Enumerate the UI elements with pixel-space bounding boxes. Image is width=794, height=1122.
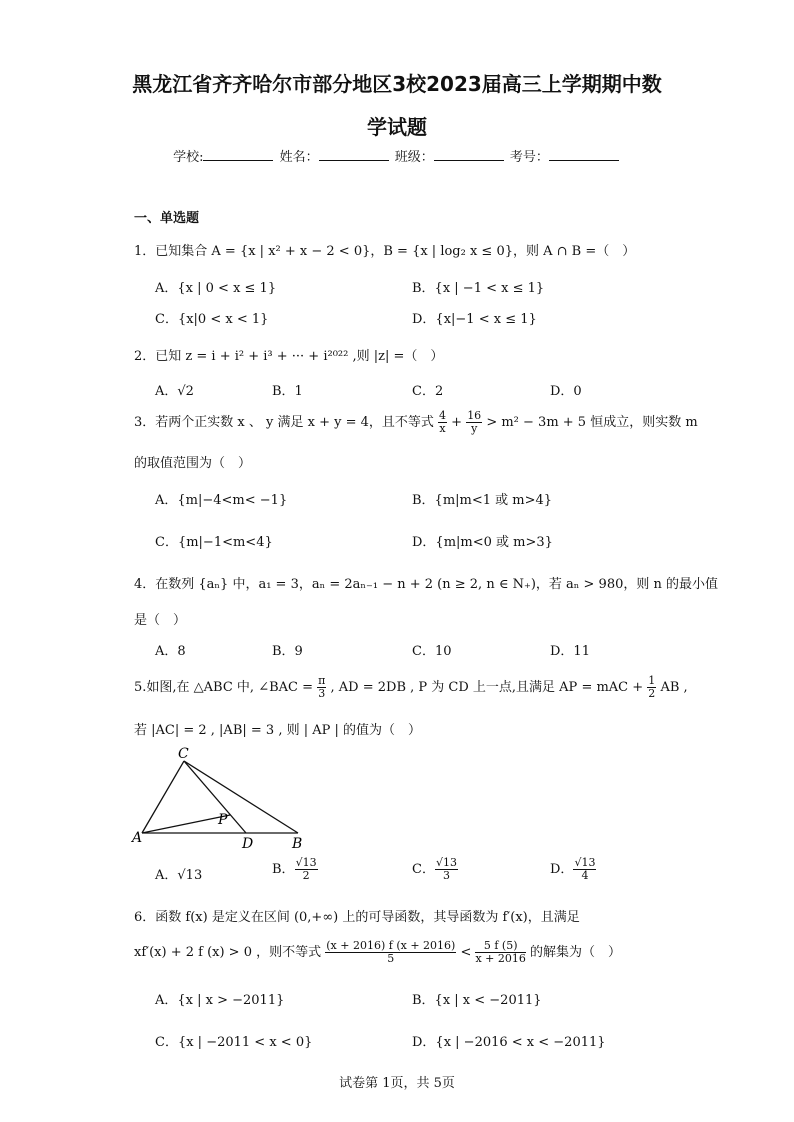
school-label: 学校: (173, 150, 204, 165)
q4-stem-line2: 是（ ） (134, 613, 187, 628)
q6-stem-part2: 的解集为（ ） (530, 945, 622, 960)
exam-number-field[interactable] (549, 148, 619, 161)
triangle-figure (128, 745, 318, 850)
q5-stem-part2: , AD = 2DB , P 为 CD 上一点,且满足 AP = mAC + (330, 680, 644, 695)
q3-stem-part1: 3．若两个正实数 x 、 y 满足 x + y = 4，且不等式 (134, 415, 434, 430)
exam-number-label: 考号： (509, 150, 549, 165)
q2-option-b[interactable]: B．1 (272, 384, 303, 399)
q3-option-d[interactable]: D．{m|m<0 或 m>3} (412, 535, 553, 550)
name-field[interactable] (319, 148, 389, 161)
q5-half-fraction: $\frac{1}{2}$ (648, 674, 656, 700)
q5-stem-part1: 5.如图,在 △ABC 中, ∠BAC = (134, 680, 313, 695)
q5-option-b-fraction: $\frac{√13}{2}$ (295, 856, 317, 882)
segment-ap (142, 815, 230, 833)
exam-title-line2: 学试题 (367, 115, 427, 139)
q5-stem (134, 675, 688, 700)
q3-option-b[interactable]: B．{m|m<1 或 m>4} (412, 493, 553, 508)
class-field[interactable] (434, 148, 504, 161)
q2-stem: 2．已知 z = i + i² + i³ + ··· + i²⁰²² ,则 |z| =（ ） (134, 349, 444, 364)
section-heading: 一、单选题 (134, 211, 200, 226)
q4-option-b[interactable]: B．9 (272, 644, 303, 659)
q6-option-b[interactable]: B．{x | x < −2011} (412, 993, 542, 1008)
q6-option-a[interactable]: A．{x | x > −2011} (155, 993, 285, 1008)
q3-option-c[interactable]: C．{m|−1<m<4} (155, 535, 273, 550)
name-label: 姓名： (279, 150, 319, 165)
q2-option-d[interactable]: D．0 (550, 384, 582, 399)
school-field[interactable] (203, 148, 273, 161)
q2-option-c[interactable]: C．2 (412, 384, 444, 399)
label-b: B (292, 836, 303, 850)
q3-fraction-16-over-y: $\frac{16}{y}$ (467, 409, 482, 435)
q6-rhs-fraction: $\frac{5 f (5)}{x + 2016}$ (475, 939, 526, 965)
q5-stem-part3: AB , (660, 680, 688, 695)
exam-title-line1: 黑龙江省齐齐哈尔市部分地区3校2023届高三上学期期中数 (132, 72, 662, 96)
q1-stem: 1．已知集合 A = {x | x² + x − 2 < 0}，B = {x | log₂ x ≤ 0}，则 A ∩ B =（ ） (134, 244, 636, 259)
q4-stem: 4．在数列 {aₙ} 中，a₁ = 3，aₙ = 2aₙ₋₁ − n + 2 (n ≥ 2, n ∈ N₊)，若 aₙ > 980，则 n 的最小值 (134, 577, 719, 592)
q1-option-b[interactable]: B．{x | −1 < x ≤ 1} (412, 281, 545, 296)
q5-option-a[interactable]: A．√13 (155, 868, 203, 883)
page-footer: 试卷第 1页，共 5页 (339, 1076, 455, 1091)
q4-option-d[interactable]: D．11 (550, 644, 590, 659)
q3-option-a[interactable]: A．{m|−4<m< −1} (155, 493, 288, 508)
label-p: P (218, 812, 228, 828)
q3-stem-part2: > m² − 3m + 5 恒成立，则实数 m (486, 415, 698, 430)
segment-cb (184, 761, 298, 833)
segment-ac (142, 761, 184, 833)
q6-option-c[interactable]: C．{x | −2011 < x < 0} (155, 1035, 313, 1050)
q6-stem-part1: xf′(x) + 2 f (x) > 0 ，则不等式 (134, 945, 322, 960)
label-d: D (242, 836, 254, 850)
q6-stem: 6．函数 f(x) 是定义在区间 (0,+∞) 上的可导函数，其导函数为 f′(x)，且满足 (134, 910, 580, 925)
q5-option-c-fraction: $\frac{√13}{3}$ (435, 856, 457, 882)
label-c: C (178, 746, 189, 762)
q6-lhs-fraction: $\frac{(x + 2016) f (x + 2016)}{5}$ (326, 939, 456, 965)
q5-angle-fraction: $\frac{\pi}{3}$ (318, 674, 326, 700)
label-a: A (132, 830, 143, 846)
q4-option-a[interactable]: A．8 (155, 644, 186, 659)
q3-stem: 3．若两个正实数 x 、 y 满足 x + y = 4，且不等式 $\frac{4}{x}$ + $\frac{16}{y}$ > m² − 3m + 5 恒成立，则实数 m (134, 409, 698, 435)
q3-fraction-4-over-x: $\frac{4}{x}$ (439, 409, 447, 435)
class-label: 班级： (394, 150, 434, 165)
q1-option-c[interactable]: C．{x|0 < x < 1} (155, 312, 269, 327)
q5-option-d-fraction: $\frac{√13}{4}$ (574, 856, 596, 882)
q5-option-d[interactable]: D． $\frac{√13}{4}$ (550, 856, 596, 882)
q4-option-c[interactable]: C．10 (412, 644, 452, 659)
q5-stem-line2: 若 |AC| = 2 , |AB| = 3 , 则 | AP | 的值为（ ） (134, 723, 422, 738)
q2-option-a[interactable]: A．√2 (155, 384, 194, 399)
q3-stem-line2: 的取值范围为（ ） (134, 456, 252, 471)
q5-option-c[interactable]: C． $\frac{√13}{3}$ (412, 856, 457, 882)
q1-option-d[interactable]: D．{x|−1 < x ≤ 1} (412, 312, 537, 327)
student-info-row (0, 146, 794, 165)
q1-option-a[interactable]: A．{x | 0 < x ≤ 1} (155, 281, 277, 296)
q6-option-d[interactable]: D．{x | −2016 < x < −2011} (412, 1035, 606, 1050)
q6-stem-line2: xf′(x) + 2 f (x) > 0 ，则不等式 $\frac{(x + 2016) f (x + 2016)}{5}$ < $\frac{5 f (5)}{x + 2016}$ 的解集为（ ） (134, 939, 622, 965)
q5-option-b[interactable]: B． $\frac{√13}{2}$ (272, 856, 317, 882)
